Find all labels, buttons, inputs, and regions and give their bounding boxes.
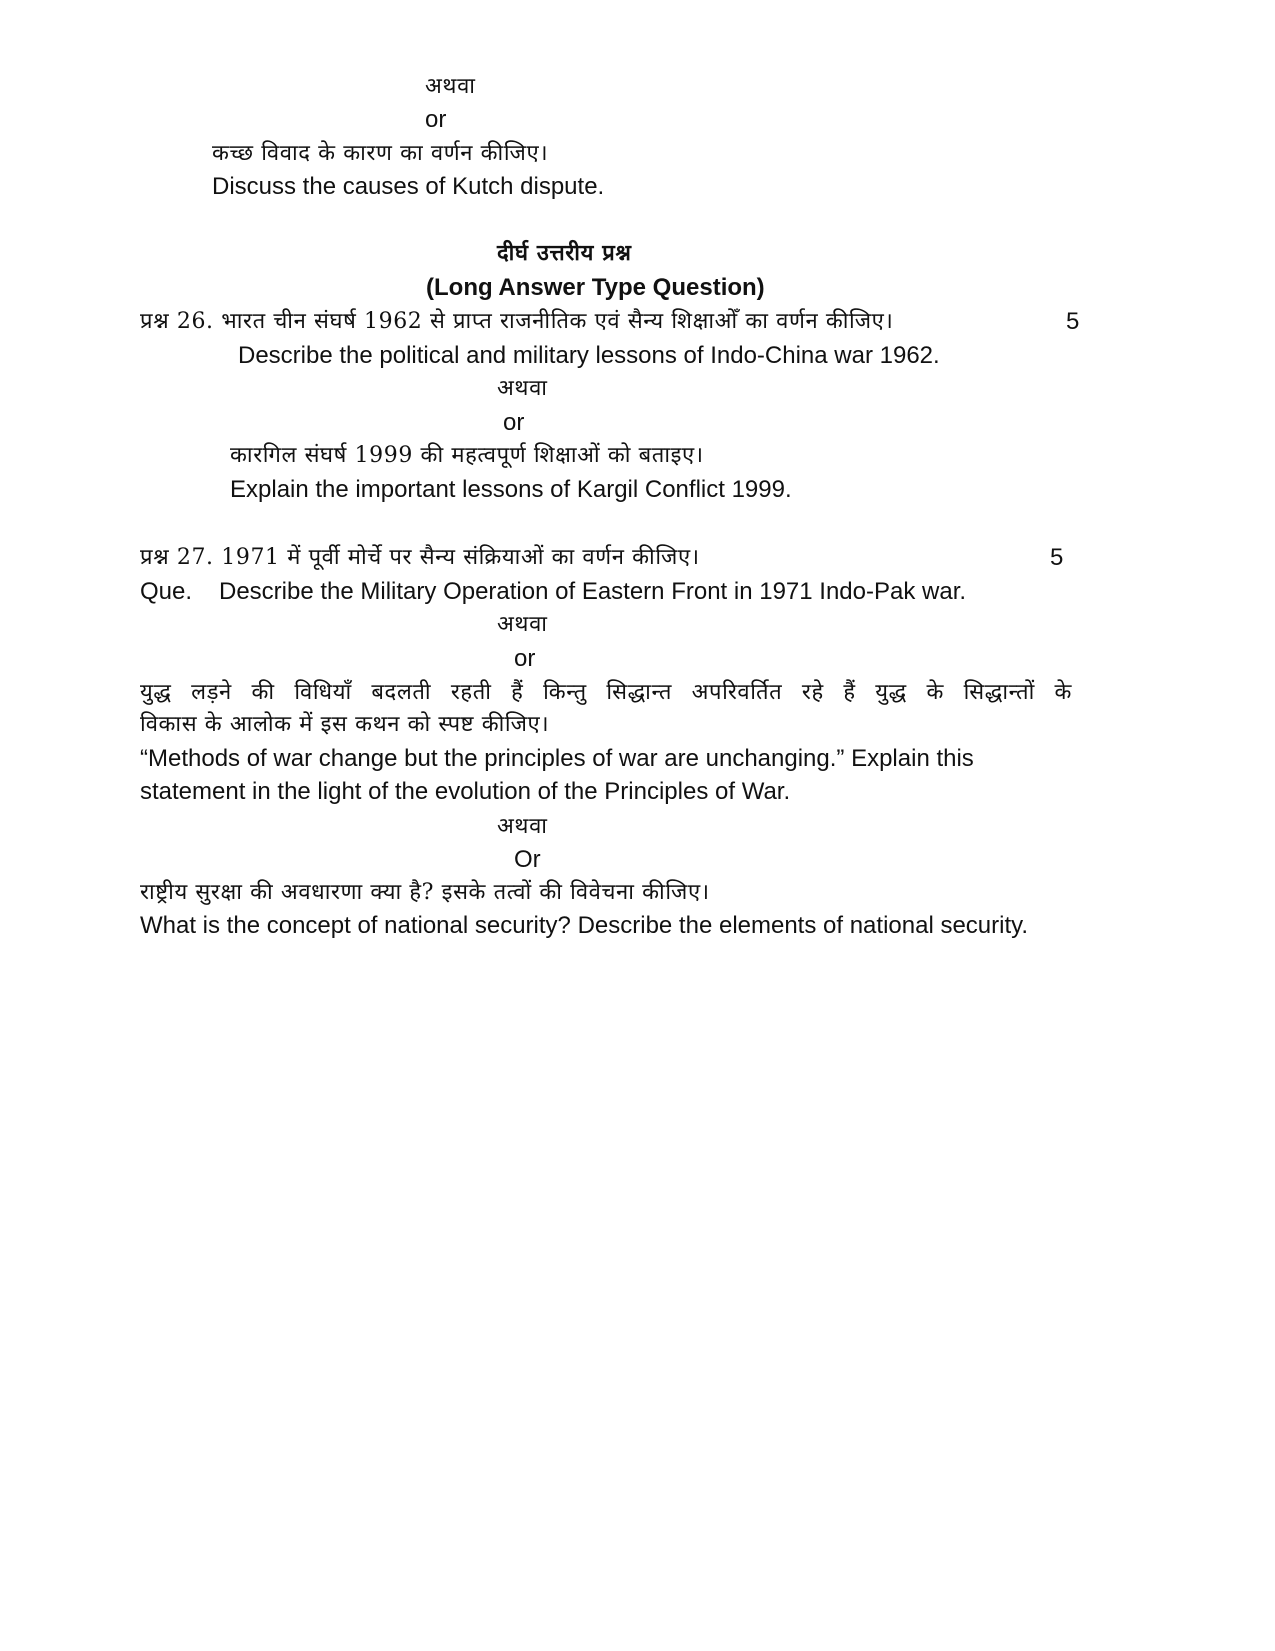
athva-label: अथवा (497, 376, 548, 401)
athva-label: अथवा (425, 74, 476, 99)
q27-alt2-english-text: What is the concept of national security? Describe the elements of national security. (140, 912, 1029, 939)
q27-english-text: Describe the Military Operation of Eastern Front in 1971 Indo-Pak war. (219, 578, 967, 605)
q26-english-text: Describe the political and military lessons of Indo-China war 1962. (238, 342, 940, 369)
athva-label: अथवा (497, 814, 548, 839)
q26-alt-hindi-text: कारगिल संघर्ष 1999 की महत्वपूर्ण शिक्षाओं को बताइए। (230, 443, 704, 468)
q26-hindi-text: प्रश्न 26. भारत चीन संघर्ष 1962 से प्राप्त राजनीतिक एवं सैन्य शिक्षाओँ का वर्णन कीजिए। (140, 309, 894, 334)
section-title-english: (Long Answer Type Question) (426, 274, 765, 301)
q26-marks: 5 (1066, 308, 1080, 335)
athva-label: अथवा (497, 612, 548, 637)
question-english-text: Discuss the causes of Kutch dispute. (212, 173, 605, 200)
q27-alt1-english-line2: statement in the light of the evolution of the Principles of War. (140, 778, 791, 805)
q26-alt-english-text: Explain the important lessons of Kargil Conflict 1999. (230, 476, 792, 503)
or-label: Or (514, 846, 541, 873)
or-label: or (514, 645, 536, 672)
q27-alt1-hindi-line2: विकास के आलोक में इस कथन को स्पष्ट कीजिए। (140, 712, 550, 737)
or-label: or (503, 409, 525, 436)
q27-alt1-hindi-line1: युद्ध लड़ने की विधियाँ बदलती रहती हैं किन्तु सिद्धान्त अपरिवर्तित रहे हैं युद्ध के सिद्धान्तों के (140, 680, 1072, 705)
section-title-hindi: दीर्घ उत्तरीय प्रश्न (497, 240, 632, 266)
q27-alt1-english-line1: “Methods of war change but the principles of war are unchanging.” Explain this (140, 745, 974, 772)
question-hindi-text: कच्छ विवाद के कारण का वर्णन कीजिए। (212, 141, 549, 166)
q27-hindi-text: प्रश्न 27. 1971 में पूर्वी मोर्चे पर सैन्य संक्रियाओं का वर्णन कीजिए। (140, 545, 700, 570)
q27-que-label: Que. (140, 578, 193, 605)
q27-marks: 5 (1050, 544, 1064, 571)
or-label: or (425, 106, 447, 133)
q27-alt2-hindi-text: राष्ट्रीय सुरक्षा की अवधारणा क्या है? इसके तत्वों की विवेचना कीजिए। (140, 880, 710, 905)
